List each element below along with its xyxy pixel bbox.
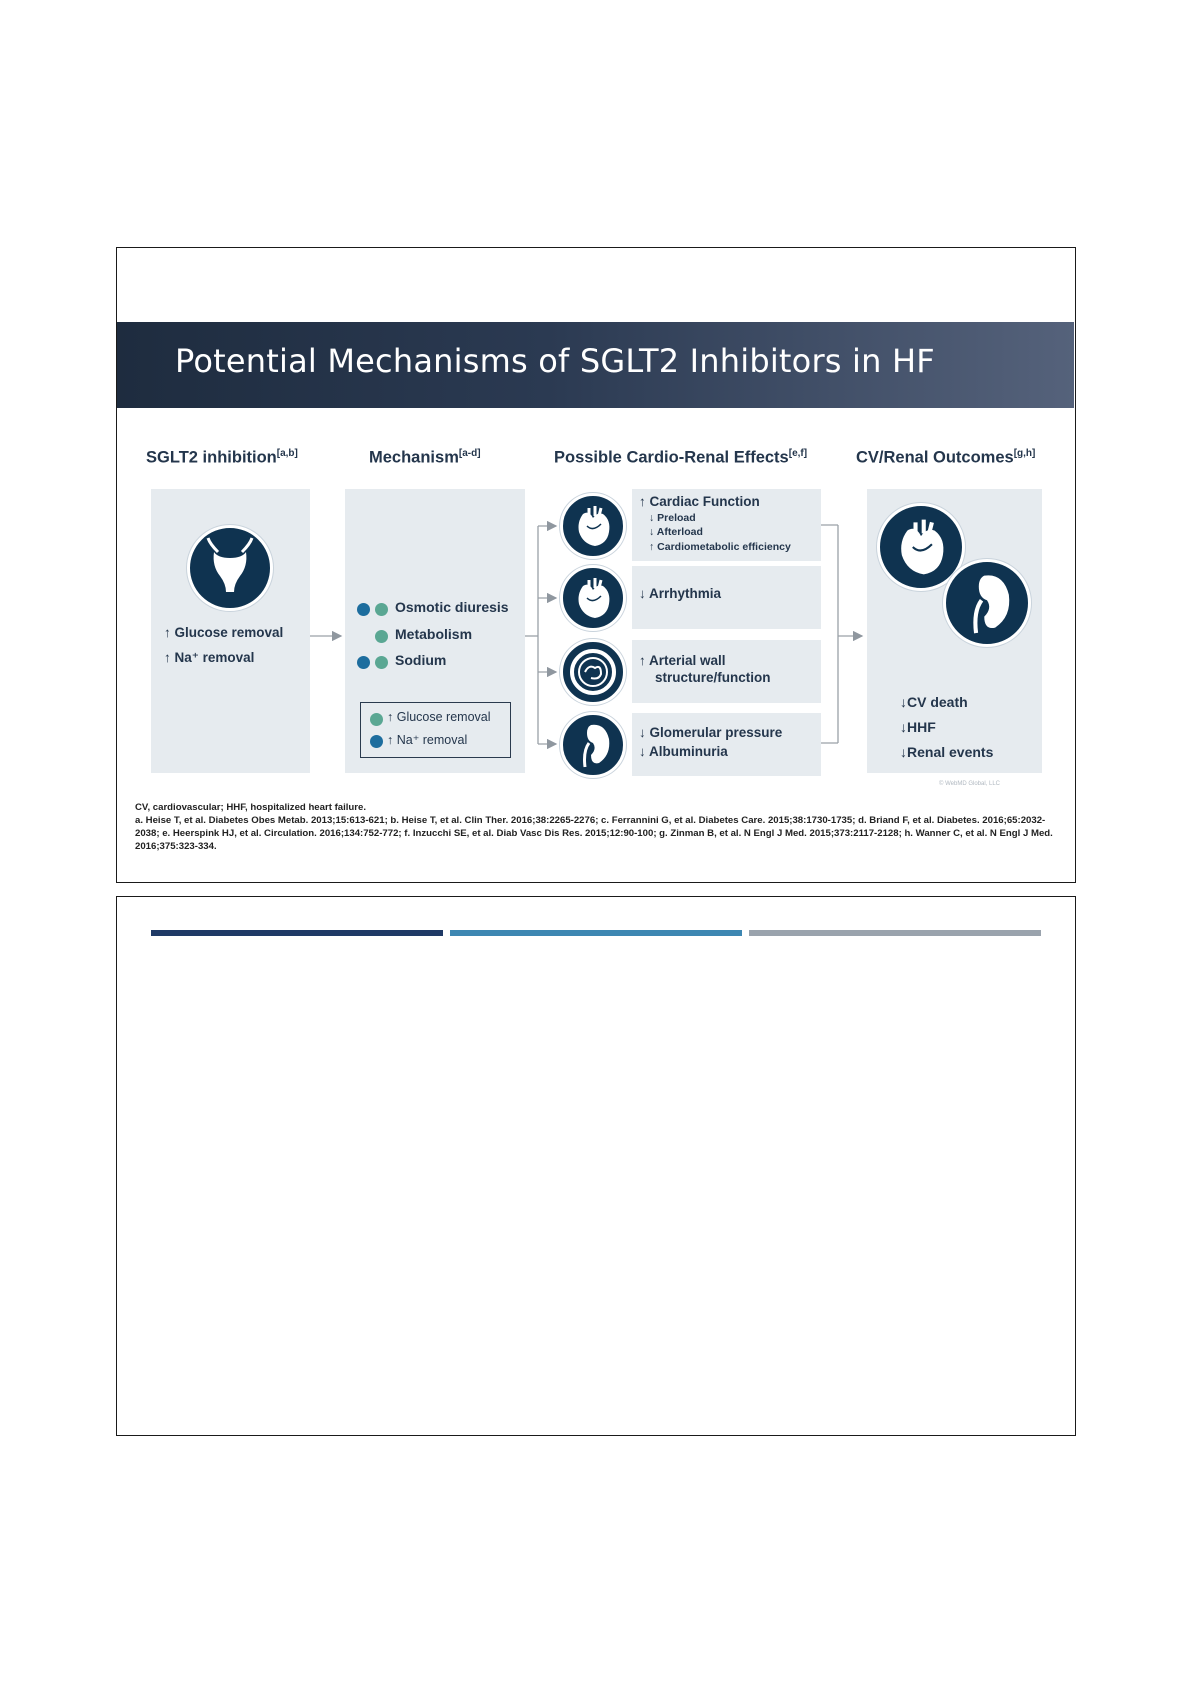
accent-bar-navy <box>151 930 443 936</box>
effect-card-arterial <box>632 640 821 703</box>
mechanism-metabolism: Metabolism <box>395 626 473 642</box>
effect-card-glomerular <box>632 713 821 776</box>
legend-sodium: ↑ Na⁺ removal <box>387 733 468 747</box>
dot-blue <box>357 656 370 669</box>
effect-cardiac-function: ↑ Cardiac Function <box>639 494 760 509</box>
mechanism-legend <box>360 702 511 758</box>
dot-green <box>375 630 388 643</box>
dot-blue <box>357 603 370 616</box>
outcome-hhf: ↓HHF <box>900 719 936 735</box>
accent-bar-blue <box>450 930 742 936</box>
artery-icon <box>560 639 626 705</box>
slide-2 <box>116 896 1076 1436</box>
bladder-icon <box>187 525 273 611</box>
dot-green <box>375 603 388 616</box>
kidney-icon <box>560 712 626 778</box>
effect-card-cardiac <box>632 489 821 561</box>
effect-glomerular-pressure: ↓ Glomerular pressure <box>639 725 783 740</box>
sglt2-item-glucose: ↑ Glucose removal <box>164 625 284 640</box>
effect-sub-afterload: ↓ Afterload <box>649 526 703 538</box>
effect-albuminuria: ↓ Albuminuria <box>639 744 728 759</box>
outcome-cv-death: ↓CV death <box>900 694 968 710</box>
dot-green <box>375 656 388 669</box>
legend-glucose: ↑ Glucose removal <box>387 710 491 724</box>
mechanism-osmotic-diuresis: Osmotic diuresis <box>395 599 509 615</box>
heart-icon <box>560 493 626 559</box>
heart-icon <box>560 565 626 631</box>
copyright: © WebMD Global, LLC <box>939 781 1000 787</box>
effect-sub-cardiometabolic: ↑ Cardiometabolic efficiency <box>649 541 791 553</box>
effect-arterial-wall: ↑ Arterial wall <box>639 653 726 668</box>
effect-arterial-structure: structure/function <box>655 670 771 685</box>
dot-green <box>370 713 383 726</box>
sglt2-item-sodium: ↑ Na⁺ removal <box>164 650 255 665</box>
effect-arrhythmia: ↓ Arrhythmia <box>639 586 722 601</box>
effect-card-arrhythmia <box>632 566 821 629</box>
slide-title: Potential Mechanisms of SGLT2 Inhibitors in HF <box>175 342 935 380</box>
mechanism-sodium: Sodium <box>395 652 447 668</box>
heading-outcomes: CV/Renal Outcomes[g,h] <box>856 448 1036 467</box>
heading-cardio-renal-effects: Possible Cardio-Renal Effects[e,f] <box>554 448 808 467</box>
abbreviations: CV, cardiovascular; HHF, hospitalized heart failure. <box>135 802 367 813</box>
heading-sglt2-inhibition: SGLT2 inhibition[a,b] <box>146 448 298 467</box>
effect-sub-preload: ↓ Preload <box>649 512 696 524</box>
accent-bar-gray <box>749 930 1041 936</box>
mechanism-panel <box>345 489 525 773</box>
outcomes-panel <box>867 489 1042 773</box>
dot-blue <box>370 735 383 748</box>
references <box>135 801 1060 853</box>
sglt2-panel <box>151 489 310 773</box>
heading-mechanism: Mechanism[a-d] <box>369 448 481 467</box>
outcome-renal-events: ↓Renal events <box>900 744 994 760</box>
kidney-icon <box>943 559 1031 647</box>
slide-1 <box>116 247 1076 883</box>
citations: a. Heise T, et al. Diabetes Obes Metab. 2013;15:613-621; b. Heise T, et al. Clin Ther. 2016;38:2265-2276; c. Ferrannini G, et al. Diabetes Care. 2015;38:1730-1735; d. Briand F, et al. Diabetes. 2016;65:2032-2038; e. Heerspink HJ, et al. Circulation. 2016;134:752-772; f. Inzucchi SE, et al. Diab Vasc Dis Res. 2015;12:90-100; g. Zinman B, et al. N Engl J Med. 2015;373:2117-2128; h. Wanner C, et al. N Engl J Med. 2016;375:323-334. <box>135 815 1053 852</box>
